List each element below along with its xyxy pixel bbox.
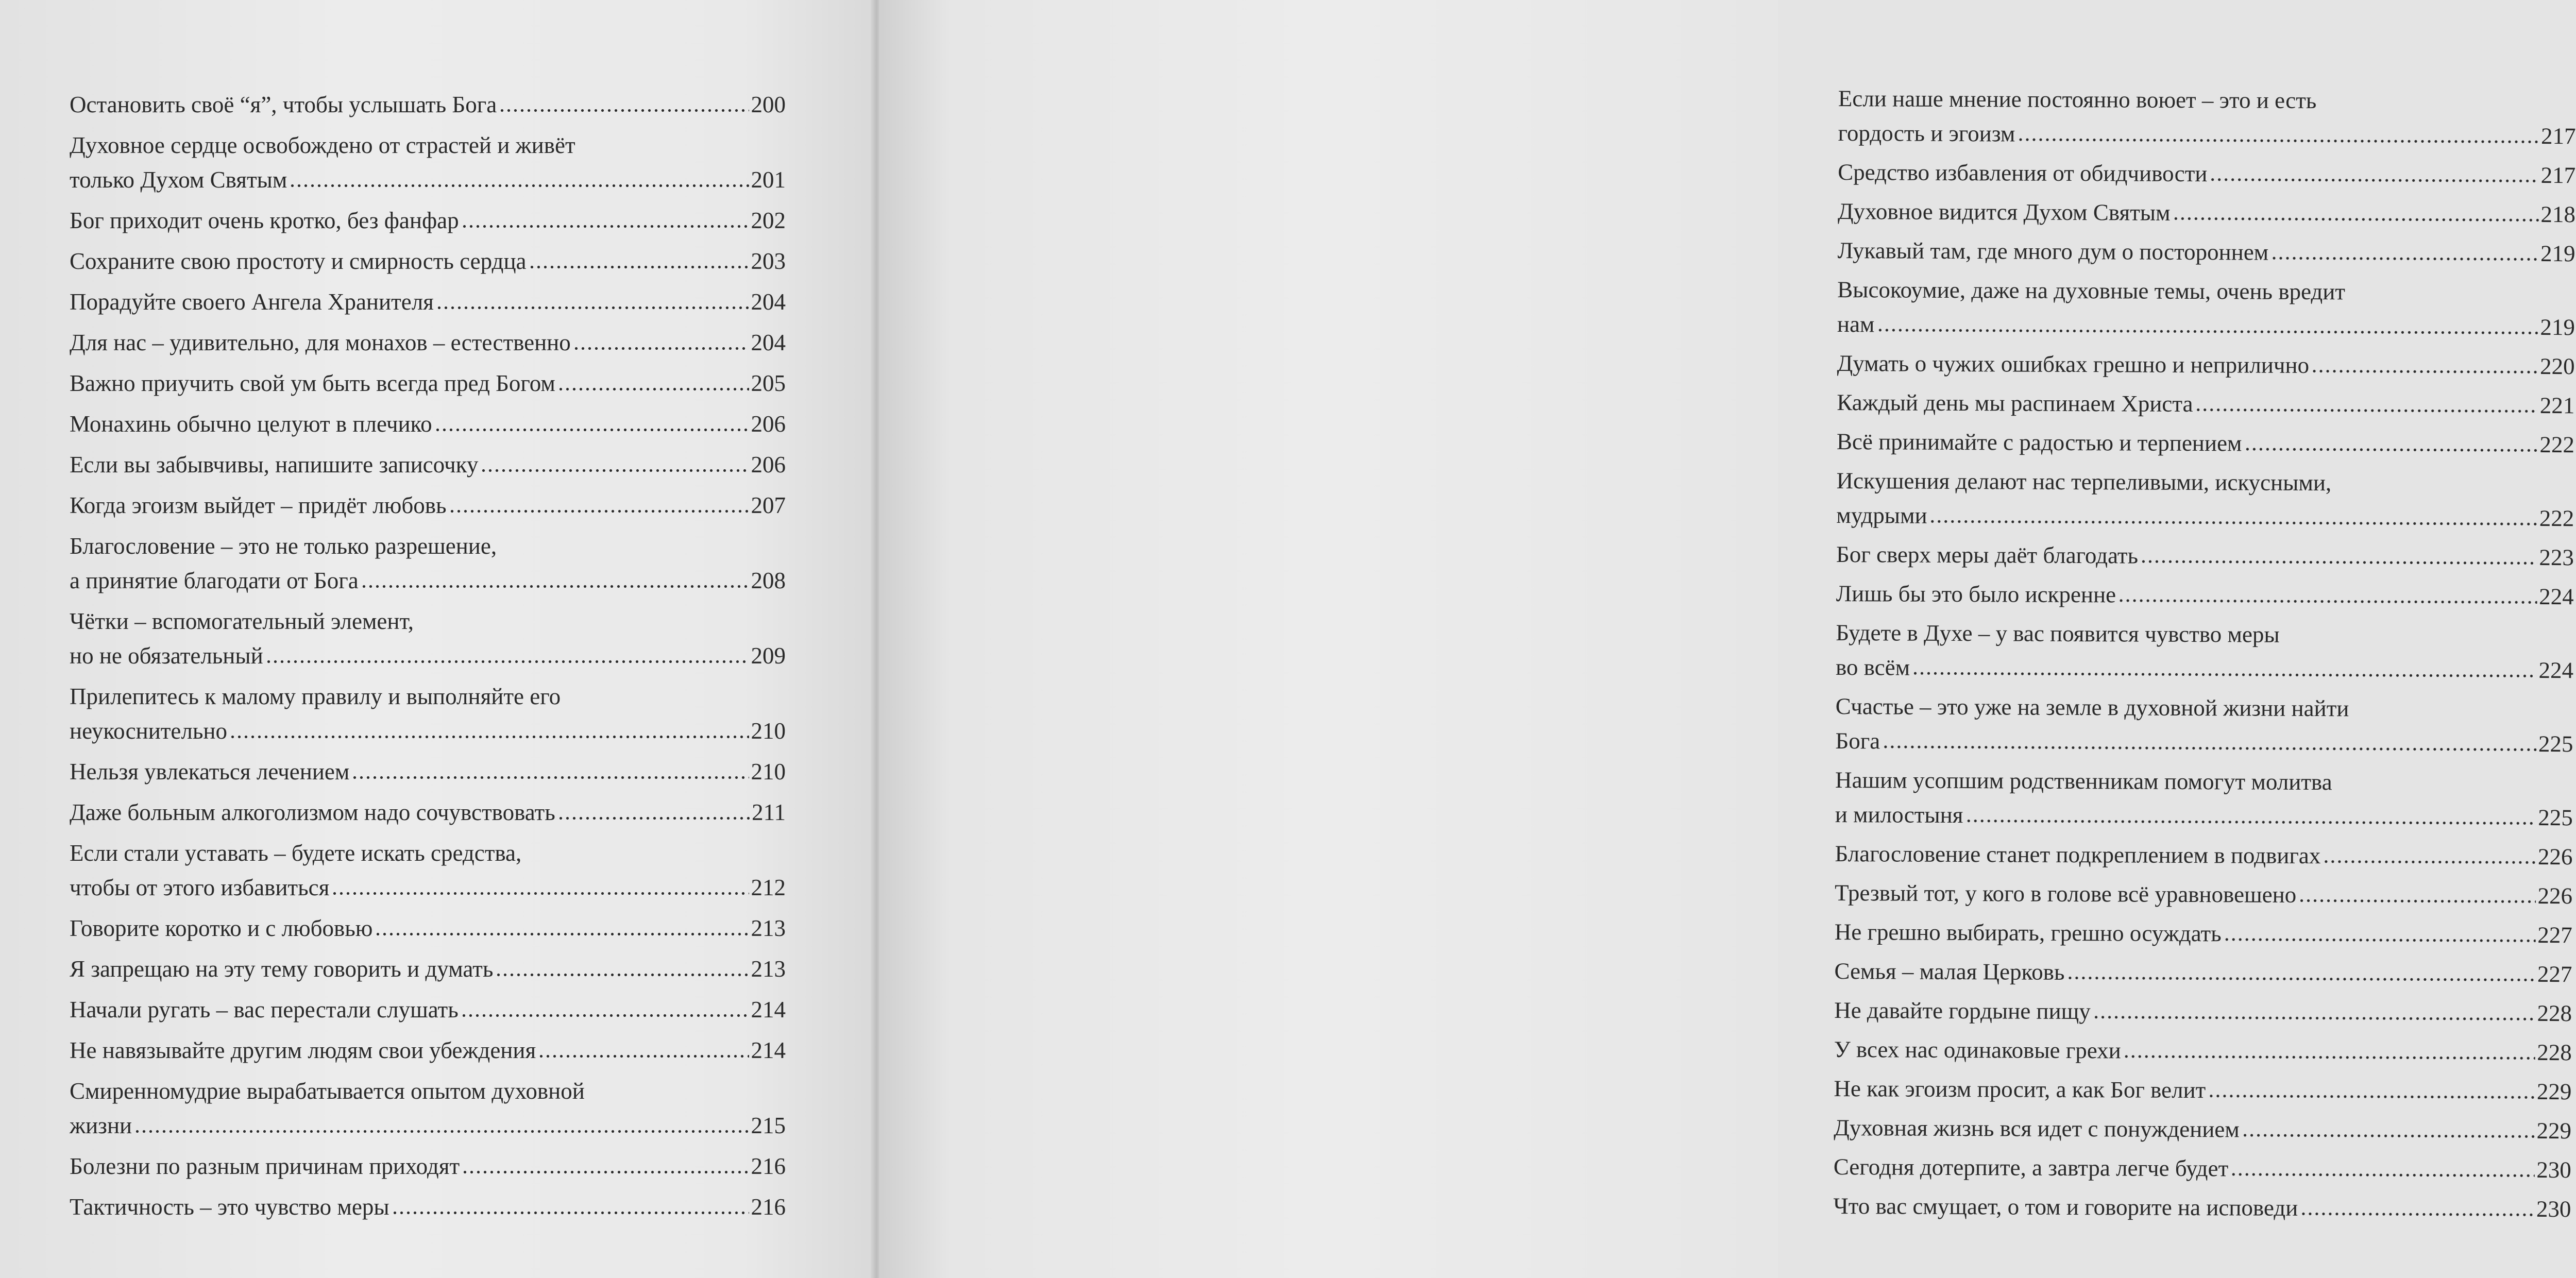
toc-entry-page-number: 216	[751, 1194, 786, 1220]
toc-entry-page-number: 218	[2540, 201, 2575, 228]
dot-leader	[2242, 1115, 2535, 1138]
dot-leader	[1965, 800, 2536, 825]
dot-leader	[480, 450, 749, 472]
toc-entry-page-number: 213	[751, 915, 786, 941]
dot-leader	[1882, 727, 2536, 752]
toc-entry-page-number: 229	[2536, 1078, 2572, 1105]
toc-entry-title: Бог сверх меры даёт благодать	[1836, 541, 2139, 569]
toc-entry-page-number: 214	[751, 1037, 786, 1063]
toc-entry-row	[70, 795, 786, 830]
toc-entry-row	[1835, 876, 2572, 913]
toc-entry	[1834, 1071, 2571, 1109]
toc-entry-page-number: 227	[2537, 922, 2572, 948]
dot-leader	[2017, 120, 2539, 144]
dot-leader	[331, 873, 749, 895]
toc-entry-page-number: 205	[751, 370, 786, 396]
toc-entry-page-number: 204	[751, 330, 786, 355]
toc-entry	[1834, 1111, 2571, 1148]
toc-entry-row	[1834, 1111, 2571, 1148]
toc-entry-title: Благословение станет подкреплением в подвигах	[1835, 840, 2321, 869]
toc-entry-page-number: 224	[2539, 583, 2574, 610]
toc-entry-title-line: Смиренномудрие вырабатывается опытом духовной	[70, 1078, 585, 1104]
toc-entry	[70, 679, 786, 748]
dot-leader	[265, 641, 749, 663]
toc-entry-title: Порадуйте своего Ангела Хранителя	[70, 289, 434, 315]
toc-entry	[1838, 81, 2576, 154]
toc-entry-title: Даже больным алкоголизмом надо сочувствовать	[70, 799, 555, 825]
toc-entry-row	[70, 163, 786, 197]
toc-entry	[70, 1149, 786, 1184]
dot-leader	[461, 995, 749, 1017]
toc-entry-row	[1836, 498, 2574, 536]
toc-entry-page-number: 228	[2537, 1039, 2572, 1066]
toc-entry-title: Говорите коротко и с любовью	[70, 915, 373, 941]
toc-entry-title: Сегодня дотерпите, а завтра легче будет	[1833, 1153, 2229, 1182]
toc-entry-row	[1836, 537, 2574, 575]
toc-entry-row	[70, 366, 786, 401]
toc-entry-page-number: 225	[2538, 730, 2573, 757]
dot-leader	[449, 491, 749, 513]
dot-leader	[434, 410, 749, 432]
toc-entry	[70, 993, 786, 1027]
toc-entry-page-number: 202	[751, 208, 786, 233]
toc-entry-page-number: 210	[751, 759, 786, 785]
toc-entry-row	[1835, 915, 2572, 952]
toc-entry-page-number: 210	[751, 718, 786, 744]
toc-entry	[1837, 385, 2574, 423]
toc-entry-title: Не навязывайте другим людям свои убеждения	[70, 1037, 536, 1063]
toc-entry-page-number: 222	[2539, 431, 2575, 458]
toc-entry-title: Сохраните свою простоту и смирность сердца	[70, 248, 527, 274]
toc-entry-title: но не обязательный	[70, 643, 263, 669]
toc-entry-page-number: 225	[2538, 804, 2573, 831]
toc-entry	[70, 755, 786, 789]
toc-entry-page-number: 214	[751, 997, 786, 1023]
toc-entry-title: Не как эгоизм просит, а как Бог велит	[1834, 1075, 2206, 1103]
dot-leader	[2323, 841, 2536, 864]
toc-entry-row	[1838, 194, 2575, 232]
toc-entry-title: жизни	[70, 1113, 132, 1138]
dot-leader	[2311, 351, 2538, 374]
toc-entry-page-number: 200	[751, 92, 786, 117]
toc-entry-title: Не грешно выбирать, грешно осуждать	[1834, 918, 2222, 947]
toc-entry-row	[70, 639, 786, 673]
toc-entry-title-line: Нашим усопшим родственникам помогут молитва	[1835, 766, 2332, 795]
toc-entry-row	[1833, 1189, 2571, 1226]
dot-leader	[351, 757, 749, 779]
toc-entry-title: Трезвый тот, у кого в голове всё уравновешено	[1835, 879, 2297, 908]
dot-leader	[2172, 198, 2538, 222]
toc-entry-page-number: 226	[2537, 882, 2573, 909]
dot-leader	[375, 914, 749, 936]
dot-leader	[2209, 159, 2538, 183]
toc-entry-title: Начали ругать – вас перестали слушать	[70, 997, 459, 1023]
toc-entry-row	[1838, 155, 2575, 193]
dot-leader	[461, 206, 749, 228]
toc-entry-title: Бог приходит очень кротко, без фанфар	[70, 208, 459, 233]
toc-list-right	[1833, 81, 2576, 1231]
toc-entry	[70, 836, 786, 905]
toc-entry-row	[70, 407, 786, 441]
toc-entry-title-line: Если стали уставать – будете искать средства,	[70, 840, 522, 866]
toc-entry-title: гордость и эгоизм	[1838, 120, 2015, 147]
toc-entry-title: только Духом Святым	[70, 167, 287, 193]
toc-entry-row	[70, 871, 786, 905]
toc-entry	[1838, 155, 2575, 193]
toc-entry-row	[1834, 954, 2572, 992]
toc-entry-page-number: 209	[751, 643, 786, 669]
toc-entry	[1833, 1189, 2571, 1226]
toc-entry-row	[1837, 346, 2574, 384]
toc-entry-page-number: 220	[2539, 353, 2575, 380]
dot-leader	[2244, 429, 2537, 452]
toc-entry-title: Каждый день мы распинаем Христа	[1837, 389, 2193, 417]
toc-entry-row	[70, 1109, 786, 1143]
dot-leader	[495, 955, 749, 977]
toc-entry	[70, 448, 786, 482]
toc-entry-title-line: Высокоумие, даже на духовные темы, очень вредит	[1837, 276, 2346, 305]
toc-entry-title: Духовное видится Духом Святым	[1837, 198, 2171, 226]
toc-entry-row	[1836, 576, 2574, 614]
toc-entry	[1835, 837, 2572, 874]
toc-entry-title: Лукавый там, где много дум о постороннем	[1837, 237, 2269, 265]
toc-entry-title-line: Будете в Духе – у вас появится чувство меры	[1836, 619, 2280, 647]
toc-entry-row	[1835, 724, 2573, 761]
right-page	[879, 0, 2576, 1278]
toc-entry-page-number: 223	[2539, 544, 2574, 571]
dot-leader	[392, 1192, 749, 1215]
toc-entry-row	[70, 488, 786, 523]
toc-entry-row	[1836, 650, 2573, 688]
toc-entry	[70, 1033, 786, 1068]
toc-entry-page-number: 227	[2537, 961, 2572, 987]
toc-entry	[1837, 233, 2575, 271]
toc-entry-title: Всё принимайте с радостью и терпением	[1836, 428, 2242, 456]
toc-entry	[70, 244, 786, 279]
toc-entry	[70, 488, 786, 523]
dot-leader	[462, 1152, 749, 1174]
toc-entry-page-number: 228	[2537, 1000, 2572, 1027]
toc-entry-row	[70, 755, 786, 789]
toc-entry-page-number: 217	[2540, 123, 2576, 149]
toc-entry-row	[70, 952, 786, 986]
toc-entry-title: Лишь бы это было искренне	[1836, 580, 2116, 608]
toc-entry-row	[70, 993, 786, 1027]
dot-leader	[2300, 1194, 2534, 1217]
toc-entry	[70, 203, 786, 238]
toc-entry-row	[1837, 385, 2574, 423]
dot-leader	[529, 247, 749, 269]
toc-entry-row	[70, 203, 786, 238]
toc-entry	[70, 795, 786, 830]
toc-entry-row	[1835, 797, 2573, 835]
toc-entry-row	[1837, 307, 2575, 345]
toc-entry-row	[70, 911, 786, 946]
toc-entry	[70, 128, 786, 197]
toc-entry-title: чтобы от этого избавиться	[70, 875, 330, 900]
toc-entry-page-number: 201	[751, 167, 786, 193]
toc-entry-title: неукоснительно	[70, 718, 227, 744]
toc-entry-row	[1834, 1150, 2571, 1187]
toc-entry-row	[70, 564, 786, 598]
dot-leader	[2195, 389, 2537, 413]
toc-entry-title: Если вы забывчивы, напишите записочку	[70, 452, 479, 478]
toc-entry-title: Духовная жизнь вся идет с понуждением	[1834, 1114, 2240, 1143]
toc-entry	[1834, 993, 2572, 1031]
toc-entry-page-number: 219	[2540, 240, 2575, 267]
dot-leader	[557, 798, 750, 820]
dot-leader	[1929, 501, 2537, 526]
toc-entry-title: Нельзя увлекаться лечением	[70, 759, 350, 785]
dot-leader	[1912, 653, 2537, 678]
dot-leader	[2093, 997, 2535, 1020]
toc-entry-title: Болезни по разным причинам приходят	[70, 1153, 460, 1179]
toc-entry-row	[70, 1190, 786, 1224]
toc-entry-page-number: 203	[751, 248, 786, 274]
toc-entry-title-line: Искушения делают нас терпеливыми, искусными,	[1836, 467, 2332, 496]
toc-entry	[70, 407, 786, 441]
toc-entry-title: и милостыня	[1835, 801, 1963, 828]
toc-entry	[1836, 616, 2574, 688]
toc-entry-page-number: 215	[751, 1113, 786, 1138]
toc-entry-row	[70, 1033, 786, 1068]
toc-entry-page-number: 213	[751, 956, 786, 982]
dot-leader	[2118, 581, 2537, 604]
toc-entry-row	[1835, 837, 2572, 874]
toc-entry-title-line: Чётки – вспомогательный элемент,	[70, 608, 414, 634]
dot-leader	[499, 90, 749, 112]
dot-leader	[229, 717, 749, 739]
toc-entry	[1838, 194, 2575, 232]
toc-entry	[1836, 464, 2574, 536]
toc-entry	[1837, 272, 2575, 345]
toc-entry	[70, 366, 786, 401]
dot-leader	[2270, 238, 2538, 261]
toc-entry-page-number: 230	[2536, 1196, 2571, 1222]
toc-entry-page-number: 221	[2539, 392, 2575, 419]
toc-entry	[70, 285, 786, 319]
toc-entry-row	[70, 244, 786, 279]
toc-entry	[1834, 954, 2572, 992]
toc-entry-page-number: 212	[751, 875, 786, 900]
dot-leader	[361, 566, 749, 588]
toc-entry-title: нам	[1837, 311, 1875, 337]
left-page	[0, 0, 874, 1278]
dot-leader	[2123, 1036, 2535, 1060]
toc-entry-row	[70, 326, 786, 360]
toc-entry-title: Семья – малая Церковь	[1834, 958, 2065, 985]
toc-entry	[70, 952, 786, 986]
toc-entry	[1835, 915, 2572, 952]
toc-entry-row	[1837, 424, 2574, 462]
toc-entry-page-number: 207	[751, 492, 786, 518]
dot-leader	[289, 165, 749, 188]
toc-entry	[1837, 346, 2574, 384]
toc-entry	[1837, 424, 2574, 462]
toc-entry-title-line: Если наше мнение постоянно воюет – это и есть	[1838, 85, 2317, 114]
toc-entry	[70, 911, 786, 946]
dot-leader	[2140, 541, 2537, 565]
toc-entry	[1836, 537, 2574, 575]
toc-entry	[1834, 1150, 2571, 1187]
toc-entry-title-line: Счастье – это уже на земле в духовной жизни найти	[1835, 693, 2349, 722]
dot-leader	[573, 328, 749, 350]
toc-entry-page-number: 216	[751, 1153, 786, 1179]
toc-entry-page-number: 224	[2538, 657, 2574, 684]
toc-entry-page-number: 219	[2540, 314, 2575, 340]
toc-entry-row	[70, 88, 786, 122]
toc-entry-row	[70, 448, 786, 482]
toc-entry	[70, 1190, 786, 1224]
toc-entry-title: Бога	[1835, 727, 1880, 754]
toc-entry-title: во всём	[1835, 654, 1910, 680]
toc-entry	[70, 1074, 786, 1143]
toc-entry-page-number: 206	[751, 452, 786, 478]
dot-leader	[538, 1036, 749, 1058]
toc-entry-page-number: 208	[751, 568, 786, 593]
toc-entry	[1835, 763, 2573, 835]
toc-entry-row	[1834, 1071, 2571, 1109]
toc-entry-page-number: 226	[2537, 843, 2573, 870]
toc-entry-row	[70, 285, 786, 319]
toc-entry-row	[1834, 993, 2572, 1031]
toc-entry-page-number: 204	[751, 289, 786, 315]
toc-entry-page-number: 206	[751, 411, 786, 437]
toc-entry-title: Я запрещаю на эту тему говорить и думать	[70, 956, 494, 982]
toc-entry-title: У всех нас одинаковые грехи	[1834, 1036, 2121, 1064]
toc-entry-row	[70, 714, 786, 748]
toc-entry-title: Важно приучить свой ум быть всегда пред Богом	[70, 370, 555, 396]
toc-entry	[1835, 876, 2572, 913]
toc-list-left	[70, 88, 786, 1231]
toc-entry-page-number: 217	[2540, 162, 2576, 189]
dot-leader	[2298, 880, 2536, 904]
toc-entry-page-number: 230	[2536, 1156, 2571, 1183]
dot-leader	[2066, 958, 2535, 982]
dot-leader	[436, 287, 749, 310]
dot-leader	[134, 1111, 749, 1133]
toc-entry	[1836, 576, 2574, 614]
toc-entry	[70, 326, 786, 360]
toc-entry-title: Остановить своё “я”, чтобы услышать Бога	[70, 92, 497, 117]
toc-entry-page-number: 211	[752, 799, 786, 825]
toc-entry	[70, 88, 786, 122]
toc-entry-title: Не давайте гордыне пищу	[1834, 997, 2091, 1025]
toc-entry-page-number: 222	[2539, 505, 2574, 532]
toc-entry-title: Средство избавления от обидчивости	[1838, 159, 2208, 187]
toc-entry-title: Тактичность – это чувство меры	[70, 1194, 389, 1220]
toc-entry-title: Для нас – удивительно, для монахов – естественно	[70, 330, 571, 355]
toc-entry-row	[1838, 116, 2575, 154]
toc-entry-row	[1837, 233, 2575, 271]
toc-entry-title: мудрыми	[1836, 502, 1927, 529]
toc-entry-title: Когда эгоизм выйдет – придёт любовь	[70, 492, 447, 518]
dot-leader	[2208, 1076, 2535, 1099]
dot-leader	[557, 369, 749, 391]
toc-entry	[1834, 1032, 2572, 1070]
dot-leader	[2230, 1154, 2534, 1178]
toc-entry-page-number: 229	[2536, 1117, 2572, 1144]
toc-entry-title: Монахинь обычно целуют в плечико	[70, 411, 432, 437]
toc-entry-row	[1834, 1032, 2572, 1070]
toc-entry-title: Что вас смущает, о том и говорите на исповеди	[1833, 1192, 2298, 1221]
toc-entry-title: а принятие благодати от Бога	[70, 568, 359, 593]
toc-entry	[1835, 689, 2573, 761]
dot-leader	[1876, 310, 2538, 335]
toc-entry	[70, 529, 786, 598]
toc-entry-title-line: Благословение – это не только разрешение,	[70, 533, 497, 559]
toc-entry-row	[70, 1149, 786, 1184]
toc-entry-title-line: Духовное сердце освобождено от страстей и живёт	[70, 132, 575, 158]
toc-entry-title: Думать о чужих ошибках грешно и неприлично	[1837, 350, 2310, 378]
toc-entry	[70, 604, 786, 673]
dot-leader	[2224, 919, 2536, 943]
toc-entry-title-line: Прилепитесь к малому правилу и выполняйте его	[70, 684, 561, 709]
